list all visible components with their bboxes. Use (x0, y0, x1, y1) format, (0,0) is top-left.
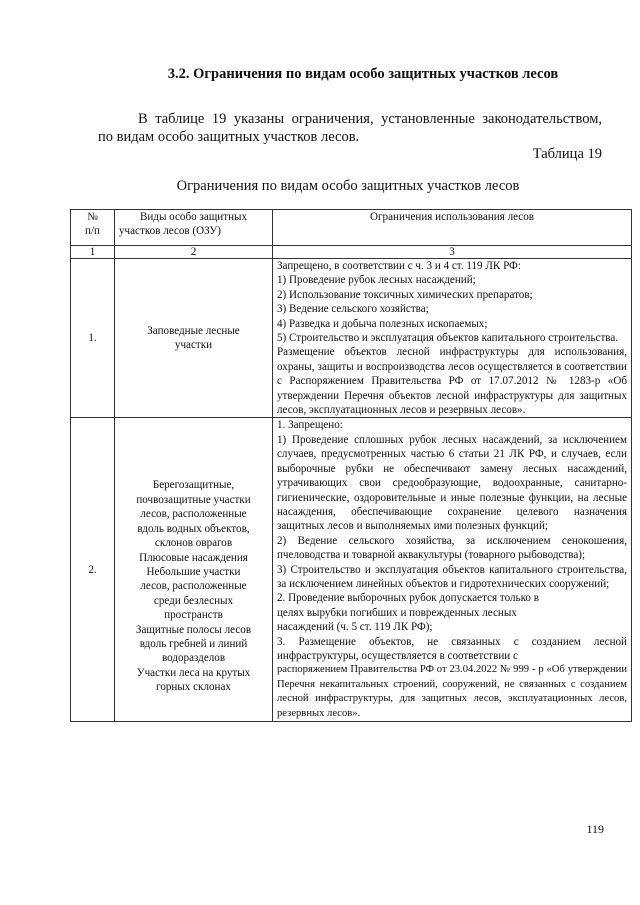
section-heading: 3.2. Ограничения по видам особо защитных участков лесов (167, 66, 559, 82)
ozu-type-line: склонов оврагов (154, 537, 233, 550)
ozu-type-line: среди безлесных (153, 594, 234, 607)
column-number: 2 (115, 246, 273, 259)
header-num-line: № (87, 211, 98, 223)
intro-line-2: по видам особо защитных участков лесов. (98, 129, 360, 145)
ozu-type-line: Небольшие участки (146, 565, 241, 578)
restriction-line: 4) Разведка и добыча полезных ископаемых; (277, 317, 488, 330)
ozu-type-line: Защитные полосы лесов (135, 623, 252, 636)
ozu-type-line: почвозащитные участки (136, 493, 251, 506)
ozu-type-line: водоразделов (161, 652, 226, 665)
placement-paragraph: распоряжением Правительства РФ от 23.04.2022 № 999 - р «Об утверждении Перечня некапитальных строений, сооружений, не связанных с созданием лесной инфраструктуры, для защитных лесов, эксплуатационных лесов, резервных лесов». (277, 664, 627, 719)
ozu-type-line: Заповедные лесные (147, 324, 240, 337)
restriction-line: Запрещено, в соответствии с ч. 3 и 4 ст. 119 ЛК РФ: (277, 260, 521, 272)
header-types-cell (115, 210, 273, 246)
selective-felling-line: насаждений (ч. 5 ст. 119 ЛК РФ); (277, 621, 433, 634)
table-header-row (71, 210, 632, 246)
ozu-type-line: горных склонах (156, 681, 231, 694)
row-number: 2. (71, 418, 115, 722)
ozu-type-line: участки (174, 339, 213, 352)
ozu-type-line: лесов, расположенные (140, 580, 247, 593)
selective-felling-line: 2. Проведение выборочных рубок допускается только в (277, 592, 539, 605)
restriction-paragraph: 5) Строительство и эксплуатация объектов капитального строительства. (277, 332, 619, 345)
table-row (71, 259, 632, 418)
ozu-type-line: Участки леса на крутых (136, 666, 251, 679)
page-number: 119 (586, 822, 604, 836)
selective-felling-line: целях вырубки погибших и поврежденных лесных (277, 606, 517, 619)
restriction-line: 1. Запрещено: (277, 419, 343, 432)
intro-paragraph (98, 110, 602, 146)
restriction-paragraph: 1) Проведение сплошных рубок лесных насаждений, за исключением случаев, предусмотренных частью 6 статьи 21 ЛК РФ, и случаев, если выборочные рубки не обеспечивают замену лесных насаждений, утрачивающих свои средообразующие, водоохранные, санитарно-гигиенические, оздоровительные и иные полезные функции, на лесные насаждения, обеспечивающие сохранение целевого назначения защитных лесов и выполняемых ими полезных функций; (277, 433, 627, 533)
restriction-paragraph: 3) Строительство и эксплуатация объектов капитального строительства, за исключением линейных объектов и гидротехнических сооружений; (277, 563, 627, 590)
restriction-paragraph: 2) Ведение сельского хозяйства, за исключением сенокошения, пчеловодства и товарной аквакультуры (товарного рыбоводства); (277, 534, 627, 562)
table-row (71, 418, 632, 722)
header-num-line: п/п (85, 225, 100, 238)
column-number: 1 (71, 246, 115, 259)
ozu-type-line: вдоль гребней и линий (139, 637, 248, 650)
restrictions-cell (273, 418, 632, 722)
header-restrictions-cell: Ограничения использования лесов (273, 210, 632, 246)
ozu-type-line: пространств (164, 609, 223, 622)
row-number: 1. (71, 259, 115, 418)
restriction-line: 1) Проведение рубок лесных насаждений; (277, 274, 476, 287)
ozu-type-cell (115, 259, 273, 418)
column-number: 3 (273, 246, 632, 259)
header-types-line: Виды особо защитных (139, 211, 248, 223)
placement-paragraph: 3. Размещение объектов, не связанных с созданием лесной инфраструктуры, осуществляется в соответствии с (277, 635, 627, 662)
ozu-type-line: Плюсовые насаждения (139, 551, 248, 564)
header-num-cell (71, 210, 115, 246)
ozu-type-line: вдоль водных объектов, (137, 522, 250, 535)
header-types-line: участков лесов (ОЗУ) (119, 225, 221, 238)
column-number-row (71, 246, 632, 259)
restrictions-table (70, 209, 632, 722)
ozu-type-line: Берегозащитные, (152, 479, 235, 492)
ozu-type-line: лесов, расположенные (140, 508, 247, 521)
table-caption: Ограничения по видам особо защитных участков лесов (176, 178, 520, 194)
table-number: Таблица 19 (532, 146, 602, 162)
ozu-type-cell (115, 418, 273, 722)
restriction-line: 3) Ведение сельского хозяйства; (277, 303, 429, 316)
intro-line-1: В таблице 19 указаны ограничения, установленные законодательством, (138, 111, 602, 127)
restrictions-cell (273, 259, 632, 418)
placement-paragraph: Размещение объектов лесной инфраструктуры для использования, охраны, защиты и воспроизводства лесов осуществляется в соответствии с Распоряжением Правительства РФ от 17.07.2012 № 1283-р «Об утверждении Перечня объектов лесной инфраструктуры для защитных лесов, эксплуатационных лесов и резервных лесов». (277, 346, 627, 417)
restriction-line: 2) Использование токсичных химических препаратов; (277, 288, 533, 301)
